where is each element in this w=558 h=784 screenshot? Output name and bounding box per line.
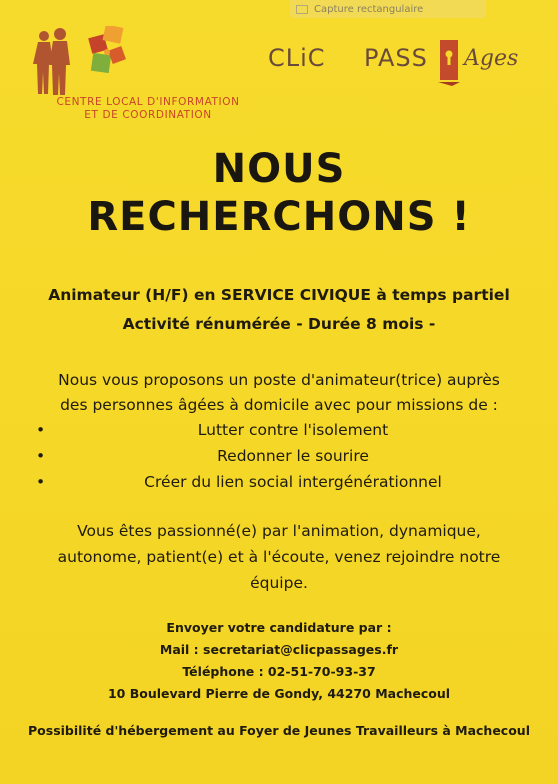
door-keyhole-icon <box>438 38 460 86</box>
clic-pass-ages-logo <box>268 38 538 98</box>
contact-heading: Envoyer votre candidature par : <box>166 620 392 635</box>
brand-ages: Ages <box>464 46 519 71</box>
intro-paragraph <box>20 368 538 418</box>
mission-item <box>36 417 526 443</box>
profile-line-1: Vous êtes passionné(e) par l'animation, dynamique, <box>77 522 481 540</box>
clic-tagline <box>50 96 246 122</box>
mission-item <box>36 443 526 469</box>
brand-clic: CLiC <box>268 44 326 72</box>
rectangle-capture-icon <box>296 5 308 14</box>
mission-text: Créer du lien social intergénérationnel <box>144 473 442 491</box>
bullet-dot: • <box>36 421 46 439</box>
mission-text: Lutter contre l'isolement <box>197 421 389 439</box>
mission-item <box>36 469 526 495</box>
contact-block <box>0 617 558 705</box>
capture-label: Capture rectangulaire <box>314 3 424 15</box>
headline-line-2: RECHERCHONS ! <box>87 194 471 240</box>
bullet-dot: • <box>36 473 46 491</box>
profile-line-3: équipe. <box>250 574 308 592</box>
intro-line-1: Nous vous proposons un poste d'animateur(trice) auprès <box>58 371 500 389</box>
brand-pass: PASS <box>364 44 428 72</box>
contact-phone[interactable]: Téléphone : 02-51-70-93-37 <box>182 664 376 679</box>
missions-list <box>36 417 526 495</box>
intro-line-2: des personnes âgées à domicile avec pour missions de : <box>60 396 498 414</box>
mission-text: Redonner le sourire <box>217 447 369 465</box>
capture-tool-tab[interactable] <box>290 0 486 18</box>
job-title: Animateur (H/F) en SERVICE CIVIQUE à temps partiel <box>48 286 510 304</box>
clic-logo-figures-puzzle <box>30 26 160 100</box>
headline-line-1: NOUS <box>212 146 346 192</box>
contact-mail[interactable]: Mail : secretariat@clicpassages.fr <box>159 642 399 657</box>
profile-line-2: autonome, patient(e) et à l'écoute, venez rejoindre notre <box>57 548 501 566</box>
job-terms: Activité rénumérée - Durée 8 mois - <box>122 315 436 333</box>
tagline-line-2: ET DE COORDINATION <box>84 109 212 121</box>
profile-paragraph <box>20 518 538 596</box>
contact-address: 10 Boulevard Pierre de Gondy, 44270 Machecoul <box>107 686 451 701</box>
housing-note: Possibilité d'hébergement au Foyer de Jeunes Travailleurs à Machecoul <box>28 723 530 738</box>
tagline-line-1: CENTRE LOCAL D'INFORMATION <box>56 96 240 108</box>
bullet-dot: • <box>36 447 46 465</box>
